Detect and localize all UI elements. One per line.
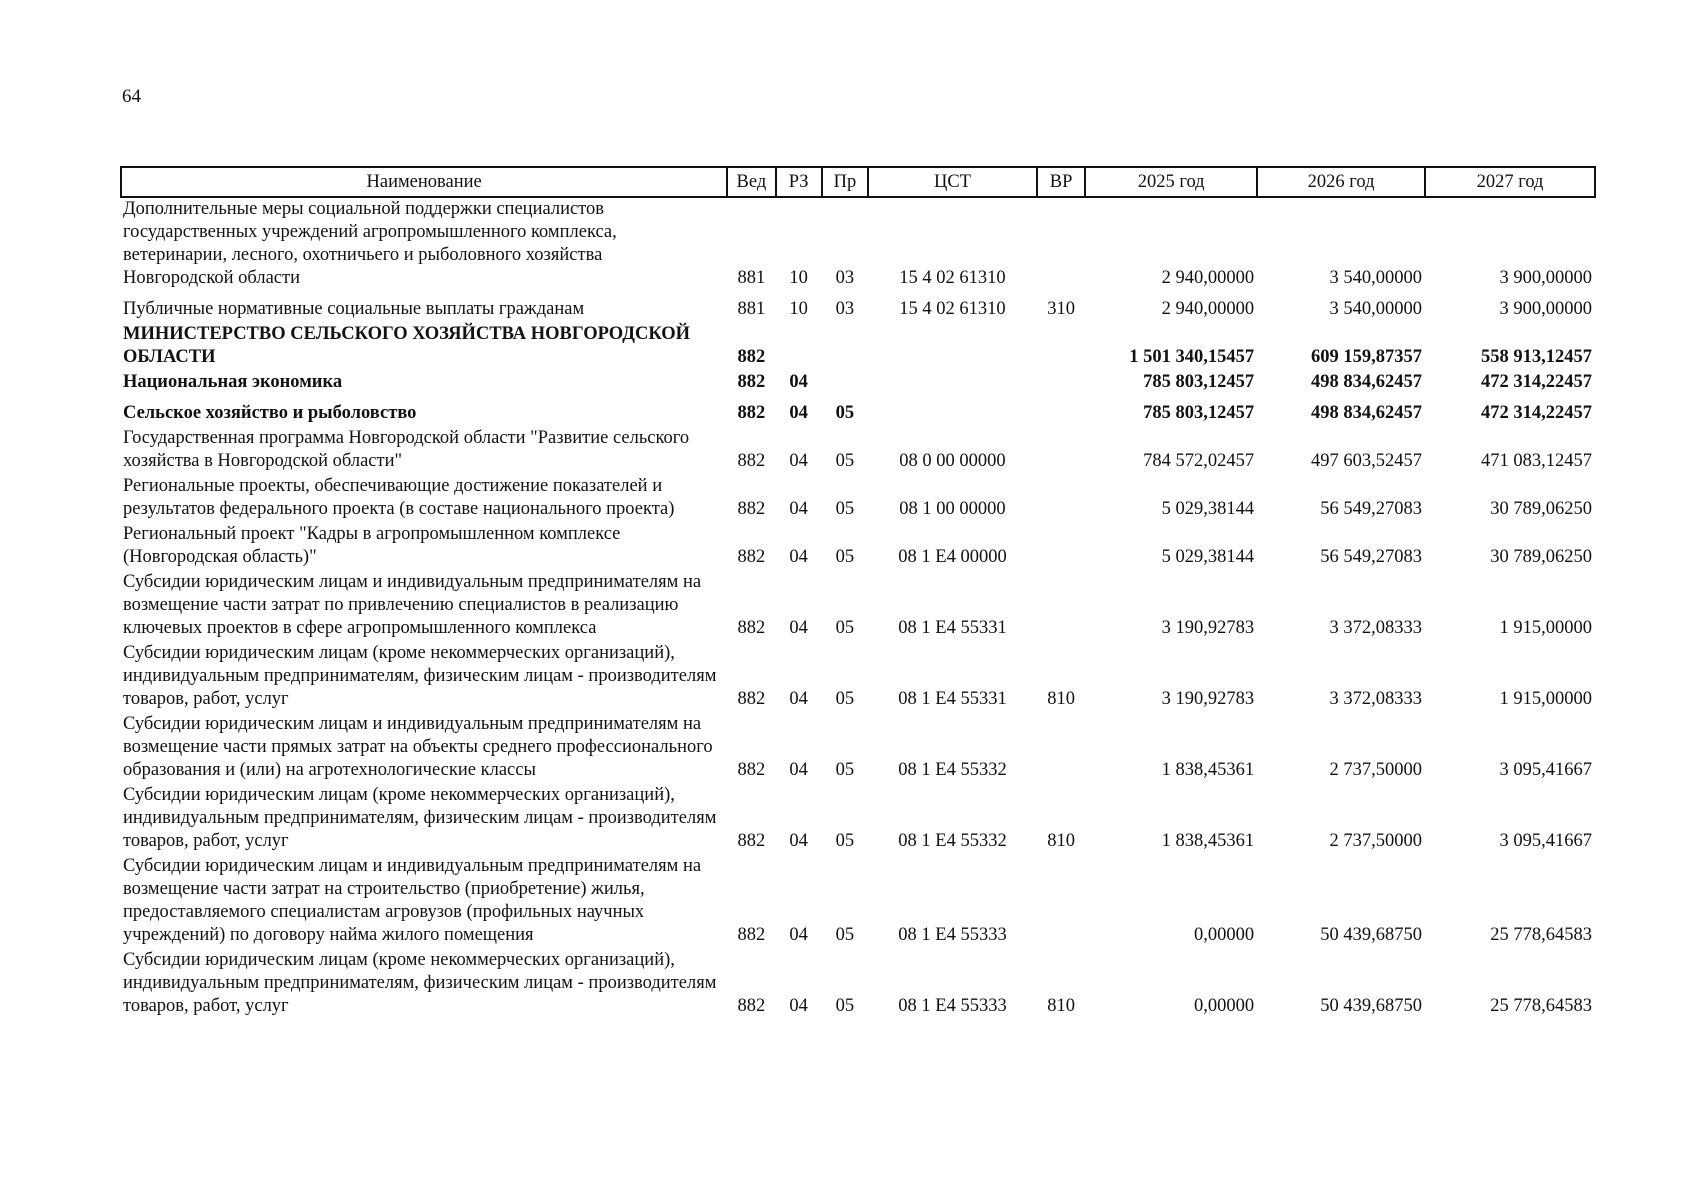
cell-ved: 882 (737, 618, 766, 638)
cell-2027: 30 789,06250 (1490, 547, 1592, 567)
cell-2027: 25 778,64583 (1490, 996, 1592, 1016)
cell-name: Публичные нормативные социальные выплаты гражданам (123, 299, 585, 319)
cell-vr (1037, 475, 1085, 523)
cell-cst: 15 4 02 61310 (899, 299, 1006, 319)
cell-rz: 10 (789, 299, 808, 319)
cell-2026: 3 540,00000 (1329, 268, 1423, 288)
cell-name: Региональные проекты, обеспечивающие достижение показателей и результатов федерального проекта (в составе национального проекта) (123, 476, 675, 519)
cell-2025: 2 940,00000 (1161, 268, 1255, 288)
table-row (121, 396, 1595, 427)
table-row (121, 855, 1595, 949)
cell-2027: 1 915,00000 (1499, 689, 1592, 709)
cell-ved: 882 (737, 372, 766, 392)
cell-ved: 882 (737, 499, 766, 519)
cell-2025: 2 940,00000 (1161, 299, 1255, 319)
cell-2026: 3 372,08333 (1329, 618, 1423, 638)
cell-cst: 08 0 00 00000 (899, 451, 1006, 471)
table-row (121, 949, 1595, 1020)
cell-rz: 04 (789, 451, 808, 471)
cell-cst: 08 1 Е4 55333 (898, 925, 1007, 945)
cell-vr (1037, 713, 1085, 784)
header-name: Наименование (121, 167, 727, 197)
cell-rz: 04 (789, 372, 808, 392)
cell-2026: 498 834,62457 (1311, 403, 1423, 423)
cell-ved: 882 (737, 689, 766, 709)
cell-2025: 784 572,02457 (1143, 451, 1255, 471)
cell-name: Региональный проект "Кадры в агропромышленном комплексе (Новгородская область)" (123, 524, 621, 567)
cell-2027: 30 789,06250 (1490, 499, 1592, 519)
cell-rz: 04 (789, 499, 808, 519)
table-row (121, 784, 1595, 855)
cell-name: Дополнительные меры социальной поддержки специалистов государственных учреждений агропромышленного комплекса, ветеринарии, лесного, охотничьего и рыболовного хозяйства Новгородской области (123, 199, 617, 288)
cell-name: Сельское хозяйство и рыболовство (123, 403, 417, 423)
cell-2027: 471 083,12457 (1481, 451, 1592, 471)
cell-pr: 05 (835, 689, 855, 709)
cell-rz: 04 (789, 760, 808, 780)
cell-pr: 05 (835, 618, 855, 638)
cell-rz: 10 (789, 268, 808, 288)
cell-2025: 5 029,38144 (1161, 499, 1255, 519)
cell-2026: 50 439,68750 (1320, 996, 1423, 1016)
cell-name: Государственная программа Новгородской области "Развитие сельского хозяйства в Новгородской области" (123, 428, 690, 471)
cell-2026: 56 549,27083 (1320, 499, 1423, 519)
table-body (121, 197, 1595, 1020)
cell-rz (776, 323, 822, 371)
cell-name: Субсидии юридическим лицам (кроме некоммерческих организаций), индивидуальным предпринимателям, физическим лицам - производителям товаров, работ, услуг (123, 643, 717, 709)
cell-pr: 05 (835, 451, 855, 471)
page-number: 64 (122, 86, 141, 107)
cell-name: Субсидии юридическим лицам и индивидуальным предпринимателям на возмещение части затрат по привлечению специалистов в реализацию ключевых проектов в сфере агропромышленного комплекса (123, 572, 702, 638)
cell-ved: 882 (737, 996, 766, 1016)
table-row (121, 427, 1595, 475)
cell-ved: 882 (737, 760, 766, 780)
cell-vr (1037, 571, 1085, 642)
cell-2025: 1 838,45361 (1161, 760, 1255, 780)
cell-pr: 05 (835, 403, 855, 423)
cell-cst: 08 1 Е4 55331 (898, 618, 1007, 638)
header-2027: 2027 год (1425, 167, 1595, 197)
cell-rz: 04 (789, 925, 808, 945)
cell-2025: 785 803,12457 (1143, 403, 1255, 423)
cell-cst (868, 323, 1037, 371)
cell-rz: 04 (789, 831, 808, 851)
cell-cst (868, 371, 1037, 396)
cell-2025: 3 190,92783 (1161, 618, 1255, 638)
cell-2026: 2 737,50000 (1329, 831, 1423, 851)
cell-pr: 05 (835, 499, 855, 519)
header-rz: РЗ (776, 167, 822, 197)
header-vr: ВР (1037, 167, 1085, 197)
cell-pr: 05 (835, 760, 855, 780)
cell-ved: 882 (737, 831, 766, 851)
cell-cst: 08 1 Е4 55333 (898, 996, 1007, 1016)
table-row (121, 197, 1595, 292)
table-row (121, 642, 1595, 713)
cell-2026: 50 439,68750 (1320, 925, 1423, 945)
cell-name: Субсидии юридическим лицам и индивидуальным предпринимателям на возмещение части прямых затрат на объекты среднего профессионального образования и (или) на агротехнологические классы (123, 714, 713, 780)
cell-ved: 881 (737, 268, 766, 288)
cell-ved: 882 (737, 403, 766, 423)
cell-vr: 810 (1047, 831, 1075, 851)
cell-name: МИНИСТЕРСТВО СЕЛЬСКОГО ХОЗЯЙСТВА НОВГОРОДСКОЙ ОБЛАСТИ (123, 324, 691, 367)
cell-2026: 3 540,00000 (1329, 299, 1423, 319)
cell-2026: 498 834,62457 (1311, 372, 1423, 392)
cell-2027: 472 314,22457 (1481, 403, 1592, 423)
header-pr: Пр (822, 167, 868, 197)
cell-2026: 2 737,50000 (1329, 760, 1423, 780)
table-row (121, 475, 1595, 523)
cell-ved: 882 (737, 925, 766, 945)
cell-2026: 3 372,08333 (1329, 689, 1423, 709)
header-cst: ЦСТ (868, 167, 1037, 197)
cell-vr (1037, 396, 1085, 427)
cell-2025: 1 838,45361 (1161, 831, 1255, 851)
cell-rz: 04 (789, 403, 808, 423)
cell-cst: 08 1 00 00000 (899, 499, 1006, 519)
cell-2026: 56 549,27083 (1320, 547, 1423, 567)
cell-rz: 04 (789, 996, 808, 1016)
cell-name: Субсидии юридическим лицам (кроме некоммерческих организаций), индивидуальным предпринимателям, физическим лицам - производителям товаров, работ, услуг (123, 785, 717, 851)
cell-vr (1037, 371, 1085, 396)
table-row (121, 571, 1595, 642)
cell-rz: 04 (789, 618, 808, 638)
cell-ved: 882 (737, 547, 766, 567)
cell-2027: 558 913,12457 (1481, 347, 1592, 367)
budget-table (120, 166, 1596, 1020)
cell-vr (1037, 427, 1085, 475)
cell-2025: 3 190,92783 (1161, 689, 1255, 709)
table-header-row (121, 167, 1595, 197)
cell-ved: 881 (737, 299, 766, 319)
cell-2027: 472 314,22457 (1481, 372, 1592, 392)
cell-cst: 08 1 Е4 55331 (898, 689, 1007, 709)
cell-ved: 882 (737, 451, 766, 471)
cell-2026: 609 159,87357 (1311, 347, 1423, 367)
cell-cst (868, 396, 1037, 427)
header-2026: 2026 год (1257, 167, 1425, 197)
cell-rz: 04 (789, 547, 808, 567)
table-row (121, 323, 1595, 371)
cell-name: Национальная экономика (123, 372, 343, 392)
cell-2027: 3 095,41667 (1499, 831, 1592, 851)
cell-vr: 810 (1047, 996, 1075, 1016)
cell-vr (1037, 197, 1085, 292)
table-row (121, 523, 1595, 571)
header-ved: Вед (727, 167, 775, 197)
cell-2026: 497 603,52457 (1311, 451, 1423, 471)
cell-2027: 3 095,41667 (1499, 760, 1592, 780)
table-row (121, 371, 1595, 396)
cell-2027: 3 900,00000 (1499, 299, 1592, 319)
cell-ved: 882 (737, 347, 766, 367)
cell-2027: 3 900,00000 (1499, 268, 1592, 288)
cell-cst: 15 4 02 61310 (899, 268, 1006, 288)
cell-vr (1037, 323, 1085, 371)
cell-2025: 0,00000 (1193, 996, 1255, 1016)
cell-vr: 310 (1047, 299, 1075, 319)
cell-pr (822, 371, 868, 396)
cell-2025: 785 803,12457 (1143, 372, 1255, 392)
header-2025: 2025 год (1085, 167, 1257, 197)
cell-name: Субсидии юридическим лицам и индивидуальным предпринимателям на возмещение части затрат на строительство (приобретение) жилья, предоставляемого специалистам агровузов (профильных научных учреждений) по договору найма жилого помещения (123, 856, 702, 945)
cell-2025: 5 029,38144 (1161, 547, 1255, 567)
cell-2027: 25 778,64583 (1490, 925, 1592, 945)
cell-2025: 0,00000 (1193, 925, 1255, 945)
cell-cst: 08 1 Е4 00000 (898, 547, 1007, 567)
cell-2027: 1 915,00000 (1499, 618, 1592, 638)
table-row (121, 713, 1595, 784)
cell-rz: 04 (789, 689, 808, 709)
table-row (121, 292, 1595, 323)
cell-2025: 1 501 340,15457 (1129, 347, 1255, 367)
cell-cst: 08 1 Е4 55332 (898, 760, 1007, 780)
cell-vr (1037, 855, 1085, 949)
cell-pr (822, 323, 868, 371)
cell-pr: 03 (835, 268, 855, 288)
cell-cst: 08 1 Е4 55332 (898, 831, 1007, 851)
cell-pr: 05 (835, 996, 855, 1016)
cell-pr: 05 (835, 547, 855, 567)
cell-vr: 810 (1047, 689, 1075, 709)
cell-pr: 05 (835, 925, 855, 945)
cell-vr (1037, 523, 1085, 571)
cell-name: Субсидии юридическим лицам (кроме некоммерческих организаций), индивидуальным предпринимателям, физическим лицам - производителям товаров, работ, услуг (123, 950, 717, 1016)
cell-pr: 05 (835, 831, 855, 851)
cell-pr: 03 (835, 299, 855, 319)
